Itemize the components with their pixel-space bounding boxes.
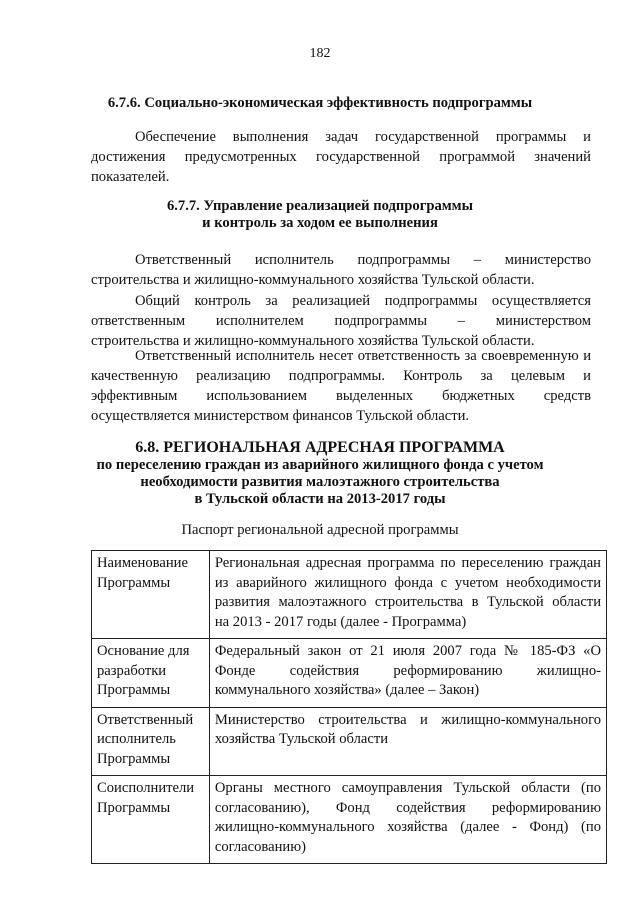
text-line: строительства и жилищно-коммунального хозяйства Тульской области.	[91, 333, 535, 349]
text-line: осуществляется министерством финансов Тульской области.	[91, 408, 470, 424]
row-label-cell: Ответственный исполнитель Программы	[92, 707, 210, 776]
text-line: Ответственный исполнитель несет ответственность за своевременную и	[135, 348, 591, 364]
page-number: 182	[309, 46, 331, 61]
text-line: эффективным использованием выделенных бюджетных средств	[91, 388, 591, 404]
text-line: ответственным исполнителем подпрограммы – министерством	[91, 313, 591, 329]
row-value-cell: Региональная адресная программа по переселению граждан из аварийного жилищного фонда с учетом необходимости развития малоэтажного строительства в Тульской области на 2013 - 2017 годы (далее - Программа)	[209, 551, 606, 639]
text-line: достижения предусмотренных государственной программой значений	[91, 149, 591, 165]
row-label-cell: Наименование Программы	[92, 551, 210, 639]
passport-table	[91, 550, 607, 864]
section-6-8-title: 6.8. РЕГИОНАЛЬНАЯ АДРЕСНАЯ ПРОГРАММА	[135, 439, 505, 456]
section-6-7-7-heading: 6.7.7. Управление реализацией подпрограммы и контроль за ходом ее выполнения	[166, 198, 474, 231]
section-6-7-7-paragraph-2	[91, 291, 591, 351]
text-line: Обеспечение выполнения задач государственной программы и	[135, 129, 591, 145]
text-line: качественную реализацию подпрограммы. Контроль за целевым и	[91, 368, 591, 384]
row-value-cell: Федеральный закон от 21 июля 2007 года № 185-ФЗ «О Фонде содействия реформированию жилищно- коммунального хозяйства» (далее – Закон)	[209, 639, 606, 708]
section-6-7-7-paragraph-1	[91, 250, 591, 290]
table-row	[92, 551, 607, 639]
section-6-8-heading: 6.8. РЕГИОНАЛЬНАЯ АДРЕСНАЯ ПРОГРАММА по переселению граждан из аварийного жилищного фонда с учетом необходимости развития малоэтажного строительства в Тульской области на 2013-2017 годы	[0, 438, 640, 508]
row-label-cell: Соисполнители Программы	[92, 776, 210, 864]
row-value-cell: Органы местного самоуправления Тульской области (по согласованию), Фонд содействия реформированию жилищно-коммунального хозяйства (далее - Фонд) (по согласованию)	[209, 776, 606, 864]
row-value-cell: Министерство строительства и жилищно-коммунального хозяйства Тульской области	[209, 707, 606, 776]
text-line: строительства и жилищно-коммунального хозяйства Тульской области.	[91, 272, 535, 288]
text-line: показателей.	[91, 169, 170, 185]
table-caption: Паспорт региональной адресной программы	[181, 522, 459, 538]
section-6-7-7-paragraph-3	[91, 346, 591, 426]
text-line: Ответственный исполнитель подпрограммы – министерство	[135, 252, 591, 268]
section-6-7-6-paragraph	[91, 127, 591, 187]
table-row	[92, 707, 607, 776]
section-6-7-6-heading: 6.7.6. Социально-экономическая эффективность подпрограммы	[107, 95, 533, 111]
text-line: Общий контроль за реализацией подпрограммы осуществляется	[135, 293, 591, 309]
row-label-cell: Основание для разработки Программы	[92, 639, 210, 708]
table-row	[92, 776, 607, 864]
table-row	[92, 639, 607, 708]
